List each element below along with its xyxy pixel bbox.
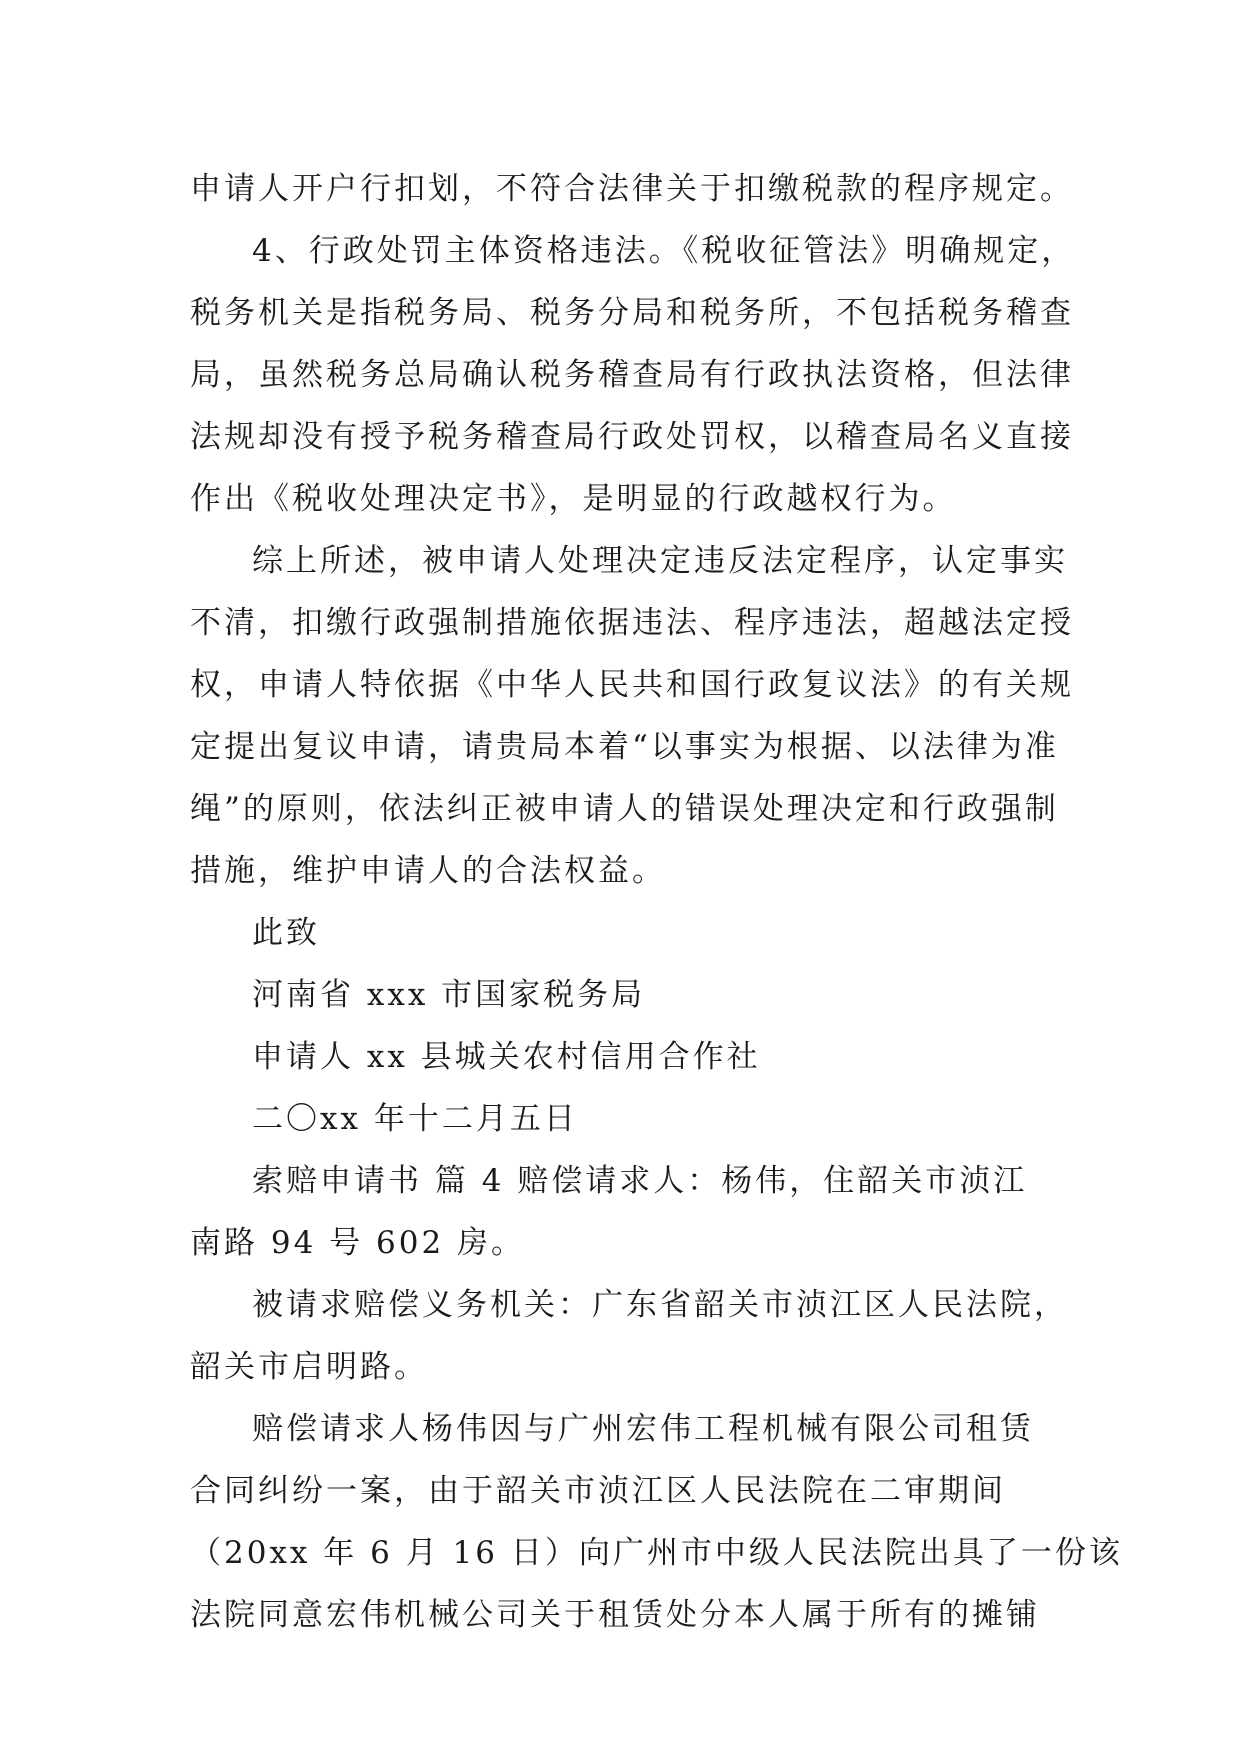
document-body	[190, 158, 1123, 1646]
text-line: 合同纠纷一案，由于韶关市浈江区人民法院在二审期间	[190, 1473, 1006, 1509]
text-line: 南路 94 号 602 房。	[190, 1225, 526, 1261]
text-line: 定提出复议申请，请贵局本着“以事实为根据、以法律为准	[190, 729, 1059, 765]
applicant: 申请人 xx 县城关农村信用合作社	[252, 1039, 761, 1075]
text-line: 作出《税收处理决定书》，是明显的行政越权行为。	[190, 481, 957, 517]
text-line: 4、行政处罚主体资格违法。《税收征管法》明确规定，	[252, 233, 1076, 269]
text-line: 赔偿请求人杨伟因与广州宏伟工程机械有限公司租赁	[252, 1411, 1034, 1447]
text-line: 措施，维护申请人的合法权益。	[190, 853, 666, 889]
text-line: 绳”的原则，依法纠正被申请人的错误处理决定和行政强制	[190, 791, 1059, 827]
text-line: 韶关市启明路。	[190, 1349, 428, 1385]
text-line: 权，申请人特依据《中华人民共和国行政复议法》的有关规	[190, 667, 1074, 703]
text-line: 申请人开户行扣划，不符合法律关于扣缴税款的程序规定。	[190, 171, 1074, 207]
text-line: 被请求赔偿义务机关：广东省韶关市浈江区人民法院，	[252, 1287, 1068, 1323]
text-line: 索赔申请书 篇 4 赔偿请求人：杨伟，住韶关市浈江	[252, 1163, 1028, 1199]
text-line: 综上所述，被申请人处理决定违反法定程序，认定事实	[252, 543, 1068, 579]
salutation: 此致	[252, 915, 320, 951]
date: 二〇xx 年十二月五日	[252, 1101, 578, 1137]
text-line: 法规却没有授予税务稽查局行政处罚权，以稽查局名义直接	[190, 419, 1074, 455]
recipient: 河南省 xxx 市国家税务局	[252, 977, 646, 1013]
text-line: （20xx 年 6 月 16 日）向广州市中级人民法院出具了一份该	[190, 1535, 1123, 1571]
text-line: 法院同意宏伟机械公司关于租赁处分本人属于所有的摊铺	[190, 1597, 1040, 1633]
text-line: 税务机关是指税务局、税务分局和税务所，不包括税务稽查	[190, 295, 1074, 331]
text-line: 局，虽然税务总局确认税务稽查局有行政执法资格，但法律	[190, 357, 1074, 393]
text-line: 不清，扣缴行政强制措施依据违法、程序违法，超越法定授	[190, 605, 1074, 641]
